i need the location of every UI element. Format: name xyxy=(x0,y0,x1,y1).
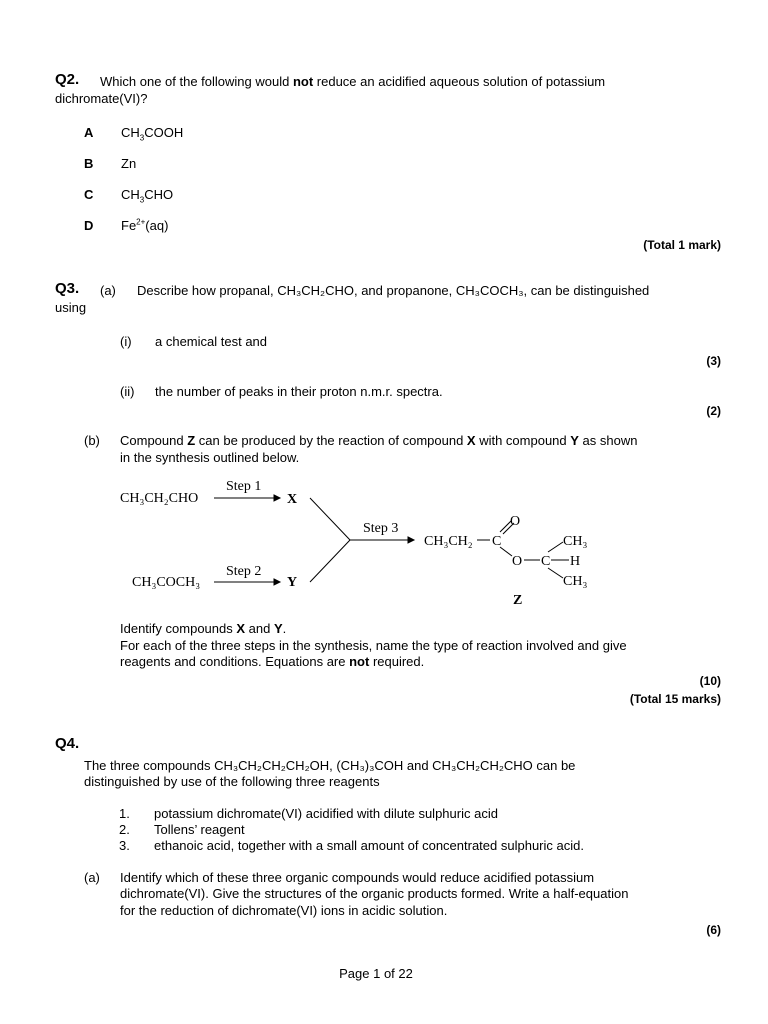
methyl-top: CH₃ xyxy=(563,534,588,549)
q3-part-a-text2: using xyxy=(55,300,87,315)
q3-total-mark: (Total 15 marks) xyxy=(629,692,721,706)
q2-total-mark: (Total 1 mark) xyxy=(643,238,721,252)
q2-number: Q2. xyxy=(55,71,80,88)
reagent-text: potassium dichromate(VI) acidified with dilute sulphuric acid xyxy=(154,806,498,821)
option-text: $Fe^{2+}(aq)$ xyxy=(121,217,169,233)
q4-part-a-line1: Identify which of these three organic compounds would reduce acidified potassium xyxy=(120,870,595,885)
option-text: $CH_3CHO$ xyxy=(121,187,174,205)
q4-part-a-line3: for the reduction of dichromate(VI) ions in acidic solution. xyxy=(120,903,448,918)
reagent-number: 3. xyxy=(119,838,130,853)
q3-number: Q3. xyxy=(55,280,80,297)
option-text: $CH_3COOH$ xyxy=(121,125,184,143)
option-letter: B xyxy=(84,156,94,171)
q3-each-line2: reagents and conditions. Equations are not required. xyxy=(120,654,425,669)
q4-intro-line1: The three compounds CH₃CH₂CH₂CH₂OH, (CH₃)₃COH and CH₃CH₂CH₂CHO can be xyxy=(84,758,576,773)
q2-stem-line1: Which one of the following would not reduce an acidified aqueous solution of potassium xyxy=(100,74,606,89)
compound-y: Y xyxy=(287,575,298,590)
q3-identify-text: Identify compounds X and Y. xyxy=(120,621,287,636)
compound-z: Z xyxy=(513,593,523,608)
q3-ii-mark: (2) xyxy=(706,404,721,418)
q4-a-mark: (6) xyxy=(706,923,721,937)
carbonyl-carbon: C xyxy=(492,534,502,549)
option-text: Zn xyxy=(121,156,137,171)
reactant-propanone: CH₃COCH₃ xyxy=(132,575,201,590)
option-letter: A xyxy=(84,125,94,140)
reagent-text: Tollens’ reagent xyxy=(154,822,245,837)
reactant-propanal: CH₃CH₂CHO xyxy=(120,491,199,506)
q3-each-line1: For each of the three steps in the synthesis, name the type of reaction involved and give xyxy=(120,638,627,653)
isopropyl-h: H xyxy=(570,554,581,569)
synthesis-scheme xyxy=(0,470,768,620)
q4-part-a-line2: dichromate(VI). Give the structures of the organic products formed. Write a half-equation xyxy=(120,886,629,901)
q3-part-b-text2: in the synthesis outlined below. xyxy=(120,450,300,465)
q3-i-mark: (3) xyxy=(706,354,721,368)
q2-stem-line2: dichromate(VI)? xyxy=(55,91,148,106)
page-footer: Page 1 of 22 xyxy=(339,966,413,981)
q3-part-a-label: (a) xyxy=(100,283,116,298)
q3-i-label: (i) xyxy=(120,334,132,349)
product-chain: CH₃CH₂ xyxy=(424,534,473,549)
ester-oxygen: O xyxy=(512,554,523,569)
option-letter: D xyxy=(84,218,94,233)
methyl-bottom: CH₃ xyxy=(563,574,588,589)
q3-part-b-text: Compound Z can be produced by the reaction of compound X with compound Y as shown xyxy=(120,433,638,448)
q3-b-mark: (10) xyxy=(699,674,721,688)
q3-i-text: a chemical test and xyxy=(155,334,268,349)
q3-ii-label: (ii) xyxy=(120,384,135,399)
q3-part-b-label: (b) xyxy=(84,433,100,448)
compound-x: X xyxy=(287,492,298,507)
step3-label: Step 3 xyxy=(363,521,399,536)
isopropyl-carbon: C xyxy=(541,554,551,569)
q3-ii-text: the number of peaks in their proton n.m.r. spectra. xyxy=(155,384,443,399)
q4-number: Q4. xyxy=(55,735,80,752)
q3-part-a-text: Describe how propanal, CH₃CH₂CHO, and propanone, CH₃COCH₃, can be distinguished xyxy=(137,283,650,298)
reagent-number: 2. xyxy=(119,822,130,837)
q4-intro-line2: distinguished by use of the following three reagents xyxy=(84,774,380,789)
step2-label: Step 2 xyxy=(226,564,262,579)
reagent-number: 1. xyxy=(119,806,130,821)
q4-part-a-label: (a) xyxy=(84,870,100,885)
step1-label: Step 1 xyxy=(226,479,262,494)
option-letter: C xyxy=(84,187,94,202)
reagent-text: ethanoic acid, together with a small amount of concentrated sulphuric acid. xyxy=(154,838,584,853)
carbonyl-oxygen: O xyxy=(510,514,521,529)
